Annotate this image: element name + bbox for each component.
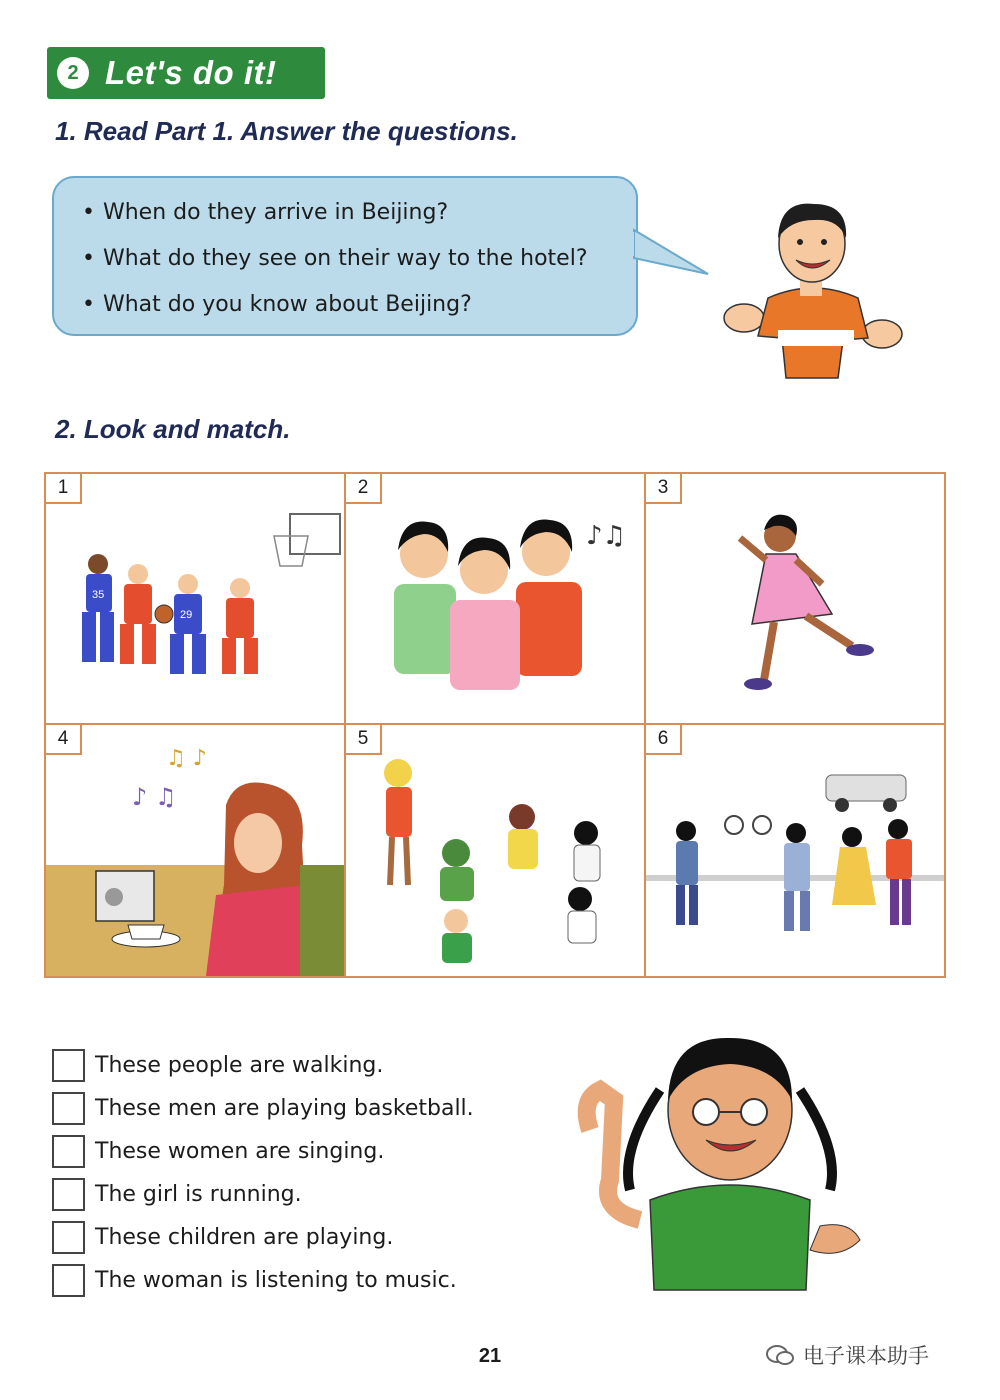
option-row — [52, 1087, 474, 1130]
girl-illustration — [570, 1030, 870, 1300]
panel-5 — [346, 725, 646, 976]
bubble-tail — [632, 228, 712, 288]
wechat-icon — [765, 1343, 795, 1367]
section2-title: 2. Look and match. — [55, 414, 291, 444]
option-label: These children are playing. — [95, 1225, 394, 1250]
panel-4 — [46, 725, 346, 976]
answer-checkbox[interactable] — [52, 1049, 85, 1082]
option-label: The girl is running. — [95, 1182, 302, 1207]
panel-6 — [646, 725, 944, 976]
section-number-badge: 2 — [57, 57, 89, 89]
running-girl-scene — [646, 474, 944, 725]
option-label: These people are walking. — [95, 1053, 384, 1078]
section1-title: 1. Read Part 1. Answer the questions. — [55, 116, 518, 146]
panel-3 — [646, 474, 944, 725]
watermark-text: 电子课本助手 — [803, 1344, 929, 1368]
question-item: • What do they see on their way to the hotel? — [82, 246, 588, 271]
answer-checkbox[interactable] — [52, 1178, 85, 1211]
listening-scene — [46, 725, 346, 976]
jersey-number: 29 — [180, 609, 193, 621]
picture-grid — [44, 472, 946, 978]
walking-scene — [646, 725, 944, 976]
jersey-number: 35 — [92, 589, 105, 601]
answer-checkbox[interactable] — [52, 1264, 85, 1297]
svg-text:♫ ♪: ♫ ♪ — [166, 746, 207, 771]
banner-title: Let's do it! — [105, 54, 277, 91]
watermark — [765, 1340, 929, 1370]
matching-options — [52, 1044, 474, 1302]
svg-text:♪♫: ♪♫ — [586, 521, 626, 551]
question-list — [54, 178, 636, 328]
panel-number: 2 — [346, 474, 382, 504]
panel-1 — [46, 474, 346, 725]
panel-number: 1 — [46, 474, 82, 504]
panel-number: 3 — [646, 474, 682, 504]
option-label: The woman is listening to music. — [95, 1268, 457, 1293]
singing-scene — [346, 474, 646, 725]
panel-number: 6 — [646, 725, 682, 755]
panel-2 — [346, 474, 646, 725]
option-row — [52, 1173, 474, 1216]
question-bubble — [52, 176, 638, 336]
option-row — [52, 1044, 474, 1087]
option-label: These men are playing basketball. — [95, 1096, 474, 1121]
panel-number: 5 — [346, 725, 382, 755]
page-number: 21 — [478, 1345, 502, 1367]
option-row — [52, 1259, 474, 1302]
boy-illustration — [718, 198, 908, 388]
option-label: These women are singing. — [95, 1139, 385, 1164]
answer-checkbox[interactable] — [52, 1221, 85, 1254]
answer-checkbox[interactable] — [52, 1092, 85, 1125]
question-item: • When do they arrive in Beijing? — [82, 200, 449, 225]
basketball-scene — [46, 474, 346, 725]
lesson-banner — [47, 47, 325, 99]
option-row — [52, 1216, 474, 1259]
answer-checkbox[interactable] — [52, 1135, 85, 1168]
panel-number: 4 — [46, 725, 82, 755]
option-row — [52, 1130, 474, 1173]
svg-text:♪ ♫: ♪ ♫ — [132, 783, 177, 811]
children-playing-scene — [346, 725, 646, 976]
question-item: • What do you know about Beijing? — [82, 292, 472, 317]
